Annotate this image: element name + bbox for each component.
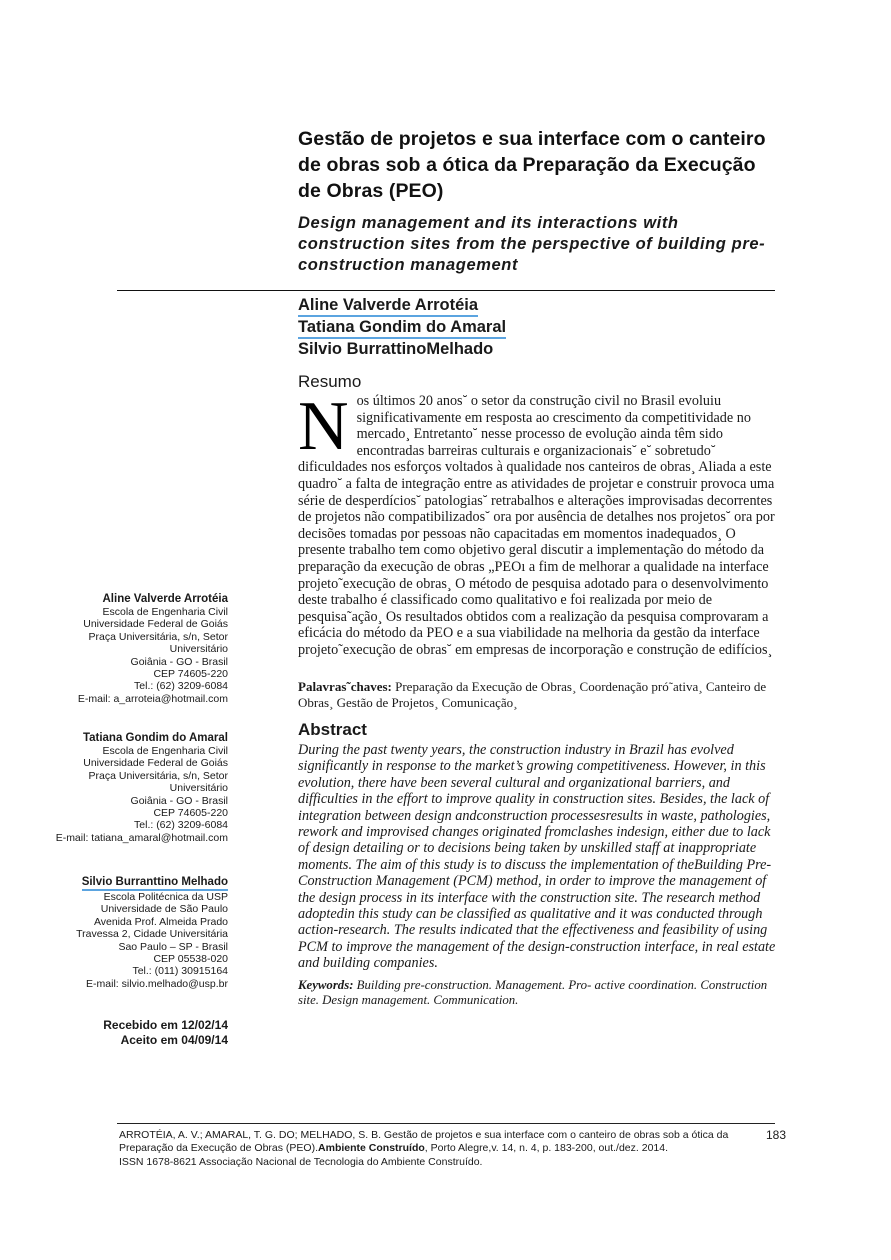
accepted-label: Aceito em [120, 1032, 178, 1047]
abstract-heading: Abstract [298, 720, 367, 739]
drop-cap: N [298, 388, 349, 465]
affiliation-block [28, 592, 228, 705]
author-name: Silvio BurrattinoMelhado [298, 340, 494, 358]
affiliation-email[interactable]: E-mail: silvio.melhado@usp.br [86, 977, 228, 990]
affiliation-line: Universitário [169, 782, 228, 795]
affiliation-line: Escola Politécnica da USP [103, 891, 228, 903]
affiliation-line: CEP 74605-220 [153, 807, 228, 820]
received-value: 12/02/14 [181, 1018, 228, 1032]
affiliation-line: Universidade Federal de Goiás [83, 618, 228, 631]
author-item [298, 339, 506, 360]
resumo-heading: Resumo [298, 372, 362, 391]
affiliation-author-name[interactable] [28, 875, 228, 891]
keywords-label: Keywords: [298, 978, 354, 992]
keywords-text: Building pre-construction. Management. Pro- active coordination. Construction site. Design management. Communication. [298, 978, 768, 1007]
affiliation-author-name [28, 592, 228, 606]
affiliation-block [28, 731, 228, 844]
affiliation-line: CEP 74605-220 [153, 668, 228, 681]
affiliation-line: Avenida Prof. Almeida Prado [93, 915, 228, 928]
resumo-text: os últimos 20 anos˘ o setor da construção civil no Brasil evoluiu significativamente em resposta ao crescimento da competitividade no mercado¸ Entretanto˘ nesse processo de evolução ainda têm sido encontradas barreiras culturais e organizacionais˘ e˘ sobretudo˘ dificuldades nos esforços voltados à qualidade nos canteiros de obras¸ Aliada a este quadro˘ a falta de integração entre as atividades de projetar e construir provoca uma série de desperdícios˘ patologias˘ retrabalhos e alterações improvisadas decorrentes de projetos não compatibilizados˘ ora por ausência de detalhes nos projetos˘ ora por decisões tomadas por pessoas não capacitadas em momentos inadequados¸ O presente trabalho tem como objetivo geral discutir a implementação do método da preparação da execução de obras „PEOı a fim de melhorar a qualidade na interface projeto˜execução de obras¸ O método de pesquisa adotado para o desenvolvimento deste trabalho é classificado como qualitativo e foi realizada por meio de pesquisa˜ação¸ Os resultados obtidos com a realização da pesquisa comprovaram a eficácia do método da PEO e a sua viabilidade na melhoria da gestão da interface projeto˜execução de obras˘ em empresas de incorporação e construção de edifícios¸ [298, 393, 775, 658]
accepted-value: 04/09/14 [181, 1032, 228, 1047]
journal-name: Ambiente Construído [318, 1142, 425, 1155]
page-number: 183 [766, 1128, 787, 1142]
affiliation-line: Universidade de São Paulo [100, 903, 228, 916]
affiliation-line: Praça Universitária, s/n, Setor [88, 769, 228, 782]
issn-line: ISSN 1678-8621 Associação Nacional de Tecnologia do Ambiente Construído. [119, 1155, 483, 1168]
affiliation-name-text: Tatiana Gondim do Amaral [82, 732, 228, 744]
affiliation-line: Tel.: (62) 3209-6084 [134, 680, 228, 693]
author-name[interactable]: Aline Valverde Arrotéia [298, 296, 478, 317]
resumo-body [298, 388, 776, 659]
citation [119, 1129, 759, 1156]
citation-text: ARROTÉIA, A. V.; AMARAL, T. G. DO; MELHADO, S. B. Gestão de projetos e sua interface com o canteiro de obras sob a ótica da Preparação da Execução de Obras (PEO). [119, 1129, 729, 1155]
header-divider [117, 290, 775, 291]
affiliation-email[interactable]: E-mail: a_arroteia@hotmail.com [77, 692, 228, 705]
affiliation-line: Tel.: (62) 3209-6084 [134, 819, 228, 832]
received-date [103, 1018, 228, 1033]
author-list [298, 295, 506, 360]
affiliation-name-link[interactable]: Silvio Burranttino Melhado [82, 876, 228, 891]
palavras-chave-label: Palavras˜chaves: [298, 679, 392, 694]
affiliation-email[interactable]: E-mail: tatiana_amaral@hotmail.com [55, 831, 228, 844]
affiliation-line: Tel.: (011) 30915164 [132, 965, 228, 978]
citation-footer [119, 1129, 759, 1169]
keywords [298, 978, 776, 1008]
author-name[interactable]: Tatiana Gondim do Amaral [298, 318, 506, 339]
palavras-chave [298, 679, 776, 710]
article-title-portuguese: Gestão de projetos e sua interface com o canteiro de obras sob a ótica da Preparação da Execução de Obras (PEO) [298, 128, 766, 202]
affiliation-name-text: Aline Valverde Arrotéia [102, 593, 228, 605]
author-item[interactable] [298, 317, 506, 339]
affiliation-line: Sao Paulo – SP - Brasil [118, 940, 228, 953]
footer-divider [117, 1123, 775, 1124]
abstract-body: During the past twenty years, the construction industry in Brazil has evolved significantly in response to the market’s growing competitiveness. However, in this evolution, there have been several cultural and organizational barriers, and difficulties in the effort to improve quality in construction sites. Besides, the lack of integration between design andconstruction processesresults in waste, pathologies, rework and improvised changes originated fromclashes indesign, either due to lack of design detailing or to decisions being taken by unskilled staff at inappropriate moments. The aim of this study is to discuss the implementation of theBuilding Pre-Construction Management (PCM) method, in order to improve the management of the design process in its interface with the construction site. The research method adoptedin this study can be classified as qualitative and it was conducted through action-research. The results indicated that the effectiveness and feasibility of using PCM to improve the management of the design-construction interface, in real estate and building companies. [298, 742, 776, 972]
accepted-date [103, 1033, 228, 1048]
affiliation-line: Escola de Engenharia Civil [102, 745, 228, 757]
citation-details: , Porto Alegre,v. 14, n. 4, p. 183-200, out./dez. 2014. [424, 1142, 668, 1155]
title-block [298, 126, 778, 276]
affiliation-line: CEP 05538-020 [153, 953, 228, 966]
affiliation-block [28, 875, 228, 990]
affiliation-author-name [28, 731, 228, 745]
affiliation-line: Escola de Engenharia Civil [102, 606, 228, 618]
received-label: Recebido em [103, 1018, 178, 1032]
palavras-chave-text: Preparação da Execução de Obras¸ Coordenação pró˜ativa¸ Canteiro de Obras¸ Gestão de Projetos¸ Comunicação¸ [298, 679, 767, 710]
article-title-english: Design management and its interactions with construction sites from the perspective of building pre-construction management [298, 214, 766, 274]
affiliation-line: Travessa 2, Cidade Universitária [76, 928, 228, 941]
affiliation-line: Praça Universitária, s/n, Setor [88, 630, 228, 643]
author-item[interactable] [298, 295, 506, 317]
affiliation-line: Goiânia - GO - Brasil [130, 794, 228, 807]
affiliation-line: Universitário [169, 643, 228, 656]
submission-dates [103, 1018, 228, 1047]
affiliation-line: Universidade Federal de Goiás [83, 757, 228, 770]
affiliation-line: Goiânia - GO - Brasil [130, 655, 228, 668]
